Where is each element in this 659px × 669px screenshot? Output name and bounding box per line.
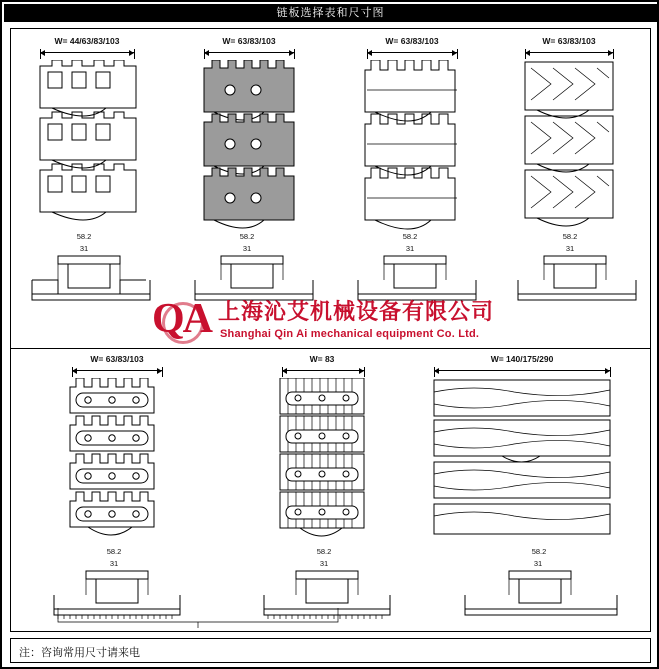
chain-plate-f-width-label: W= 83 — [309, 354, 335, 364]
chain-plate-c-plan-view — [347, 60, 477, 230]
section-d-geometry — [510, 252, 640, 304]
section-c-dim-inner: 31 — [405, 244, 415, 253]
section-view-e — [44, 547, 194, 617]
chain-plate-d-plan-view — [507, 60, 637, 230]
chain-plate-f — [252, 354, 392, 544]
tick-right — [162, 367, 163, 377]
section-view-f — [254, 547, 404, 617]
chain-plate-c-dimension-arrow — [367, 52, 457, 53]
chain-plate-f-dimension-arrow — [282, 370, 364, 371]
note-prefix: 注： — [19, 647, 41, 659]
chain-plate-b-plan-view — [184, 60, 314, 230]
tick-left — [204, 49, 205, 59]
section-f-dim-outer: 58.2 — [316, 547, 332, 556]
chain-plate-e-plan-view — [42, 378, 192, 543]
chain-plate-d-dimension-arrow — [525, 52, 613, 53]
chain-plate-c-width-label: W= 63/83/103 — [385, 36, 439, 46]
tick-right — [364, 367, 365, 377]
chain-plate-e — [42, 354, 192, 544]
section-view-c — [350, 232, 480, 302]
section-a-dim-outer: 58.2 — [76, 232, 92, 241]
tick-right — [134, 49, 135, 59]
section-g-dim-outer: 58.2 — [531, 547, 547, 556]
chain-plate-e-width-label: W= 63/83/103 — [90, 354, 144, 364]
company-name-cn: 上海沁艾机械设备有限公司 — [218, 299, 495, 324]
chain-plate-c — [347, 36, 477, 226]
section-d-dim-outer: 58.2 — [562, 232, 578, 241]
section-a-dim-inner: 31 — [79, 244, 89, 253]
section-view-d — [510, 232, 640, 302]
chain-plate-g-plan-view — [422, 378, 622, 543]
tick-left — [72, 367, 73, 377]
chain-plate-a-plan-view — [22, 60, 152, 225]
chain-plate-b — [184, 36, 314, 226]
chain-plate-a-width-label: W= 44/63/83/103 — [54, 36, 120, 46]
tick-right — [457, 49, 458, 59]
section-view-g — [457, 547, 627, 617]
tick-left — [525, 49, 526, 59]
tick-right — [610, 367, 611, 377]
section-c-dim-outer: 58.2 — [402, 232, 418, 241]
tick-left — [282, 367, 283, 377]
section-b-dim-outer: 58.2 — [239, 232, 255, 241]
tick-left — [434, 367, 435, 377]
chain-plate-b-width-label: W= 63/83/103 — [222, 36, 276, 46]
chain-plate-f-plan-view — [252, 378, 392, 543]
sheet-title: 链板选择表和尺寸图 — [4, 4, 657, 22]
section-e-dim-inner: 31 — [109, 559, 119, 568]
chain-plate-b-dimension-arrow — [204, 52, 294, 53]
note-body: 咨询常用尺寸请来电 — [41, 647, 140, 659]
section-f-dim-inner: 31 — [319, 559, 329, 568]
chain-plate-g-width-label: W= 140/175/290 — [490, 354, 554, 364]
section-view-b — [187, 232, 317, 302]
frame-divider — [10, 348, 651, 349]
section-c-geometry — [350, 252, 480, 304]
chain-plate-d — [507, 36, 637, 226]
tick-left — [367, 49, 368, 59]
chain-plate-d-width-label: W= 63/83/103 — [542, 36, 596, 46]
chain-plate-g-dimension-arrow — [434, 370, 610, 371]
tick-right — [613, 49, 614, 59]
section-b-dim-inner: 31 — [242, 244, 252, 253]
logo-mark: QA — [152, 296, 211, 342]
tick-left — [40, 49, 41, 59]
bottom-bracket — [10, 608, 651, 632]
tick-right — [294, 49, 295, 59]
chain-plate-a-dimension-arrow — [40, 52, 134, 53]
company-name-en: Shanghai Qin Ai mechanical equipment Co. Ltd. — [220, 328, 480, 340]
section-d-dim-inner: 31 — [565, 244, 575, 253]
chain-plate-e-dimension-arrow — [72, 370, 162, 371]
section-b-geometry — [187, 252, 317, 304]
section-e-dim-outer: 58.2 — [106, 547, 122, 556]
section-g-dim-inner: 31 — [533, 559, 543, 568]
section-a-geometry — [24, 252, 154, 304]
note-bar — [10, 638, 651, 663]
section-view-a — [24, 232, 154, 302]
note-text — [19, 644, 140, 660]
chain-plate-g — [422, 354, 622, 544]
chain-plate-a — [22, 36, 152, 226]
